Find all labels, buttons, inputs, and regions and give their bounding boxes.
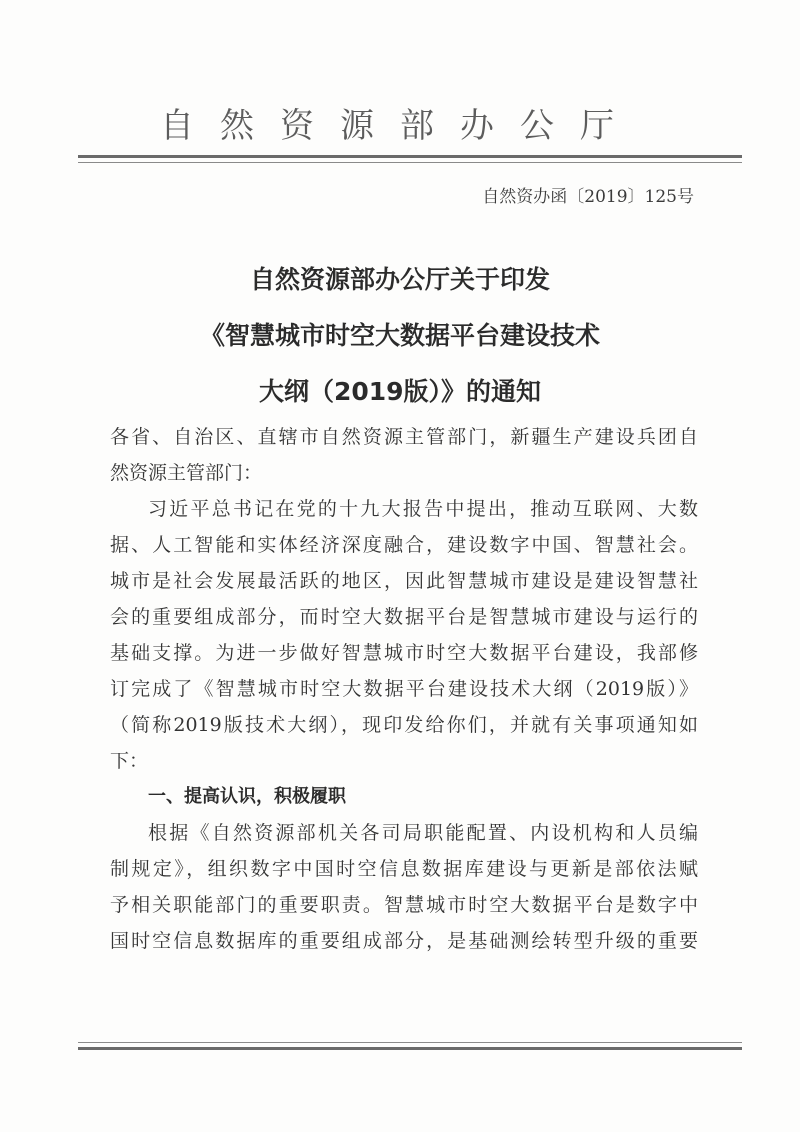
title-line-3: 大纲（2019版）》的通知 (258, 377, 542, 406)
paragraph-line: 据、人工智能和实体经济深度融合，建设数字中国、智慧社会。 (110, 534, 698, 556)
salutation-line: 然资源主管部门： (110, 462, 263, 484)
document-body (110, 419, 698, 959)
document-title (80, 252, 720, 420)
paragraph-line: 根据《自然资源部机关各司局职能配置、内设机构和人员编 (148, 822, 698, 844)
footer-rule-thin (78, 1042, 742, 1043)
section-heading: 一、提高认识，积极履职 (148, 786, 346, 807)
paragraph-line: 基础支撑。为进一步做好智慧城市时空大数据平台建设，我部修 (110, 642, 698, 664)
paragraph-line: 国时空信息数据库的重要组成部分，是基础测绘转型升级的重要 (110, 930, 698, 952)
paragraph-line: 习近平总书记在党的十九大报告中提出，推动互联网、大数 (148, 498, 698, 520)
footer-rule-thick (78, 1047, 742, 1050)
paragraph-line: 下： (110, 750, 149, 772)
header-rule-thin (78, 162, 742, 163)
paragraph-line: 会的重要组成部分，而时空大数据平台是智慧城市建设与运行的 (110, 606, 698, 628)
salutation-line: 各省、自治区、直辖市自然资源主管部门，新疆生产建设兵团自 (110, 426, 698, 448)
issuing-organization-header: 自然资源部办公厅 (160, 106, 640, 146)
paragraph-line: 城市是社会发展最活跃的地区，因此智慧城市建设是建设智慧社 (110, 570, 698, 592)
paragraph-line: 制规定》，组织数字中国时空信息数据库建设与更新是部依法赋 (110, 858, 698, 880)
header-rule-thick (78, 155, 742, 158)
paragraph-line: 予相关职能部门的重要职责。智慧城市时空大数据平台是数字中 (110, 894, 698, 916)
title-line-2: 《智慧城市时空大数据平台建设技术 (199, 321, 600, 350)
paragraph-line: 订完成了《智慧城市时空大数据平台建设技术大纲（2019版）》 (110, 678, 698, 700)
paragraph-line: （简称2019版技术大纲），现印发给你们，并就有关事项通知如 (110, 714, 698, 736)
document-number: 自然资办函〔2019〕125号 (482, 187, 694, 207)
title-line-1: 自然资源部办公厅关于印发 (249, 265, 550, 294)
